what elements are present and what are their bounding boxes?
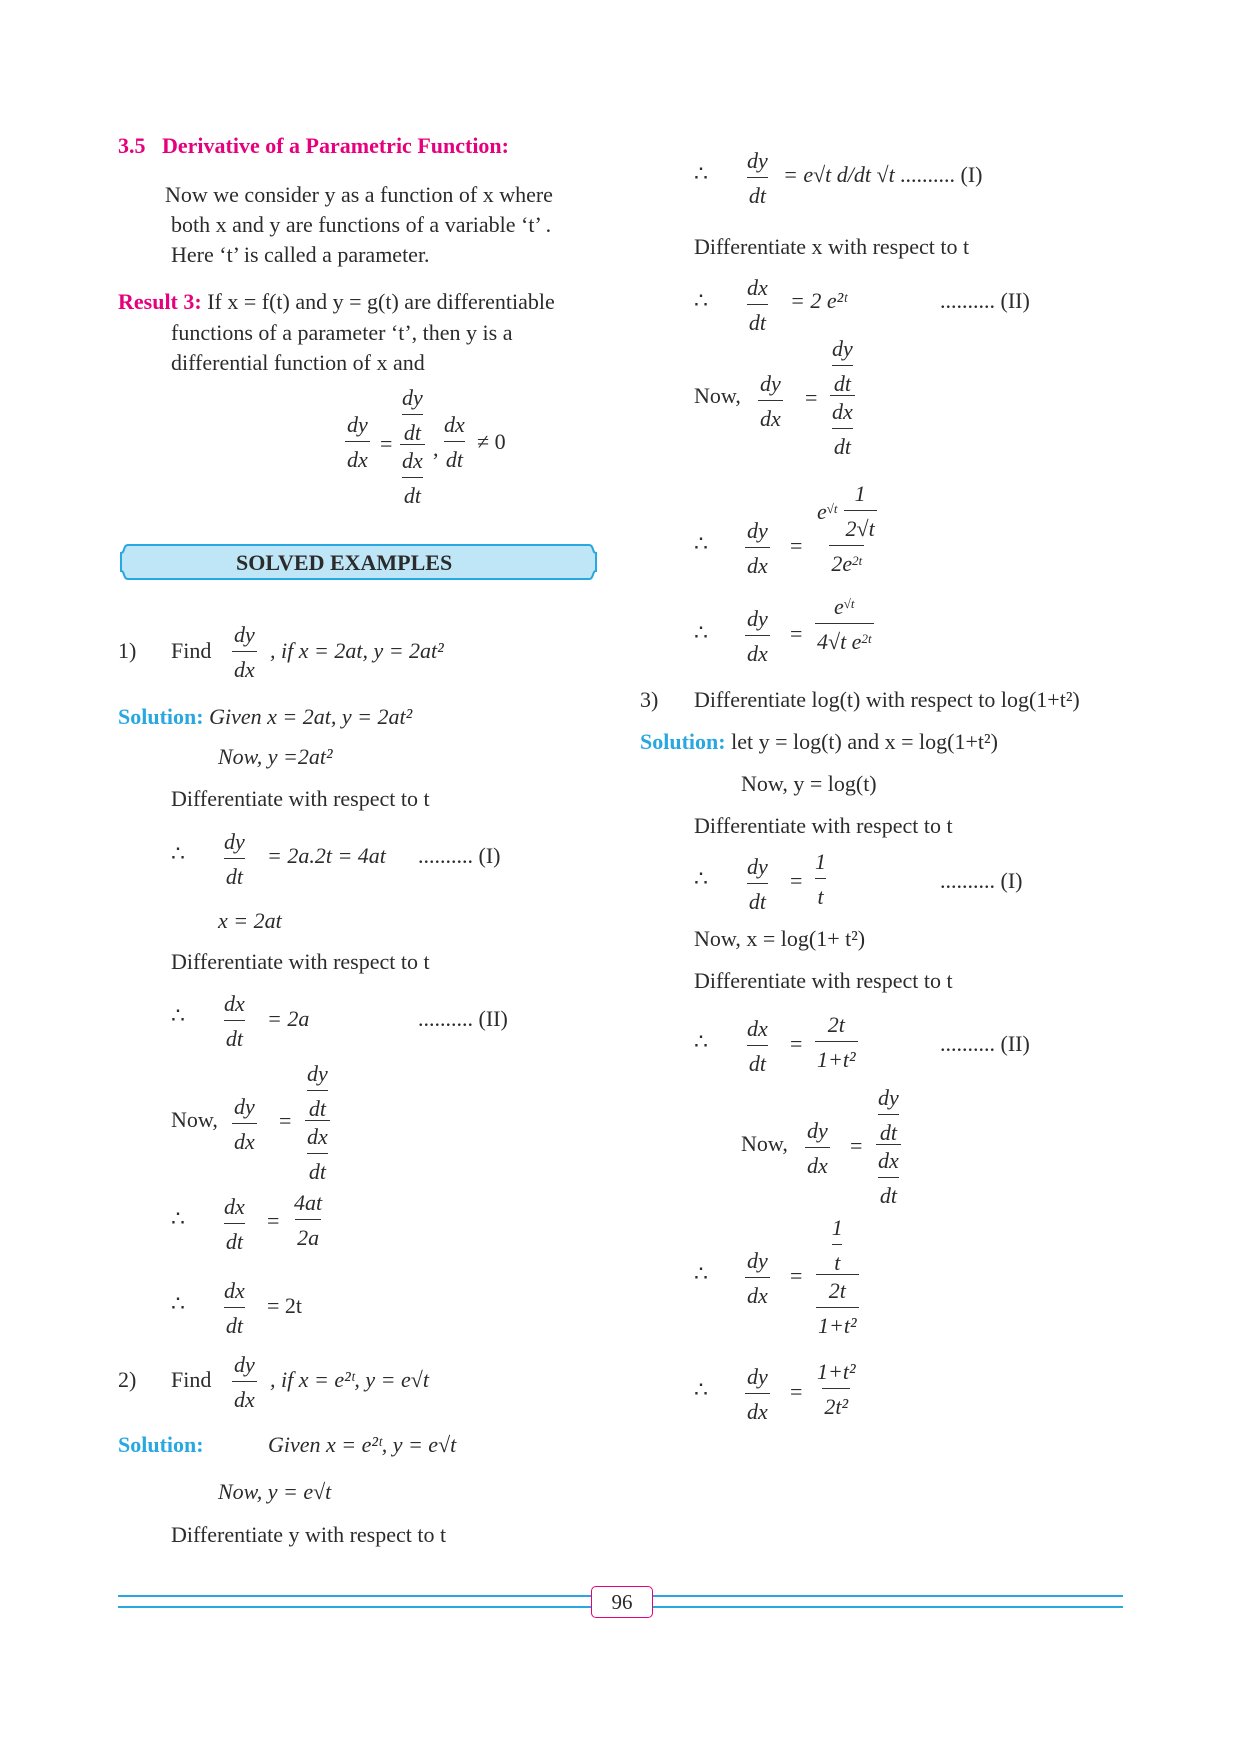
ex1-tag1: .......... (I) [418,843,501,868]
ex3-dydx-3: $\frac{dy}{dx}$ [747,1248,768,1308]
ex3-big-frac: $\frac{dy}{dt}$ $\frac{dx}{dt}$ [878,1085,899,1208]
ex3-tag2: .......... (II) [940,1031,1030,1056]
ex3-now-x: Now, x = log(1+ t²) [694,926,866,951]
ex2-therefore-4: ∴ [694,620,708,645]
ex3-1-over-t: $\frac{1}{t}$ [815,849,826,909]
ex3-therefore-2: ∴ [694,1029,708,1054]
ex2-diff-x: Differentiate x with respect to t [694,234,970,259]
ex2-dydx-2: $\frac{dy}{dx}$ [760,371,781,431]
result3-line1 [118,291,555,313]
intro-line-2: both x and y are functions of a variable ‘t’ . [171,212,552,237]
ex2-eq-3: = [805,385,818,410]
ex1-solution-label: Solution: [118,704,204,729]
ex2-now-y: Now, y = e√t [218,1479,332,1504]
ex2-therefore-2: ∴ [694,288,708,313]
ex3-therefore-3: ∴ [694,1261,708,1286]
ex2-dxdt: $\frac{dx}{dt}$ [747,275,768,335]
ex1-therefore-1: ∴ [171,841,185,866]
ex1-dydt-rhs: = 2a.2t = 4at [267,843,386,868]
ex3-solution-label: Solution: [640,729,726,754]
ex2-dydx: $\frac{dy}{dx}$ [234,1352,255,1412]
ex3-dxdt: $\frac{dx}{dt}$ [747,1016,768,1076]
section-heading [118,135,509,157]
ex2-dxdt-rhs: = 2 e²ᵗ [790,288,847,313]
r3-neq: ≠ 0 [477,429,506,454]
result3-text1: If x = f(t) and y = g(t) are differentiable [207,289,555,314]
ex3-eq-3: = [850,1133,863,1158]
ex1-dxdt-rhs: = 2a [267,1006,310,1031]
ex3-eq-4: = [790,1263,803,1288]
ex2-dydx-3: $\frac{dy}{dx}$ [747,518,768,578]
ex2-dydt: $\frac{dy}{dt}$ [747,148,768,208]
ex3-dydx-2: $\frac{dy}{dx}$ [807,1118,828,1178]
ex3-therefore-1: ∴ [694,866,708,891]
ex2-find: Find [171,1367,212,1392]
ex3-dydt: $\frac{dy}{dt}$ [747,854,768,914]
ex2-solution-label: Solution: [118,1432,204,1457]
ex2-therefore-3: ∴ [694,531,708,556]
intro-line-1: Now we consider y as a function of x where [165,182,553,207]
ex1-diff2: Differentiate with respect to t [171,949,430,974]
intro-line-3: Here ‘t’ is called a parameter. [171,242,430,267]
ex2-tag1: .......... (I) [900,162,983,187]
ex3-diff1: Differentiate with respect to t [694,813,953,838]
ex2-big-frac: $\frac{dy}{dt}$ $\frac{dx}{dt}$ [832,336,853,459]
ex1-big-frac: $\frac{dy}{dt}$ $\frac{dx}{dt}$ [307,1061,328,1184]
ex3-tag1: .......... (I) [940,868,1023,893]
ex1-cond: , if x = 2at, y = 2at² [270,638,444,663]
ex1-now-y: Now, y =2at² [218,744,333,769]
ex2-tag2: .......... (II) [940,288,1030,313]
ex3-now-y: Now, y = log(t) [741,771,877,796]
ex1-dydt: $\frac{dy}{dt}$ [224,829,245,889]
r3-eq: = [380,431,393,456]
ex3-diff2: Differentiate with respect to t [694,968,953,993]
ex3-final: $\frac{\text{1+t²}}{\text{2t²}}$ [817,1359,856,1419]
ex2-frac-complex: $e^{√t}$ $\frac{1}{2√t}$ $2e^{2t}$ [817,481,875,576]
ex1-4at-2a: $\frac{4at}{2a}$ [294,1190,323,1250]
ex3-num: 3) [640,687,659,712]
r3-dydx: $\frac{dy}{dx}$ [347,412,368,472]
ex1-dydx-2: $\frac{dy}{dx}$ [234,1094,255,1154]
banner-title: SOLVED EXAMPLES [236,550,453,575]
ex2-dydx-4: $\frac{dy}{dx}$ [747,606,768,666]
ex1-given: Given x = 2at, y = 2at² [209,704,413,729]
ex1-therefore-4: ∴ [171,1291,185,1316]
ex3-complex-frac: $\frac{\frac{1}{t}}{\frac{2t}{\text{1+t²}}}$ [818,1215,857,1338]
r3-dxdt: $\frac{dx}{dt}$ [444,412,465,472]
ex3-text: Differentiate log(t) with respect to log(1+t²) [694,687,1080,712]
ex1-tag2: .......... (II) [418,1006,508,1031]
ex2-given: Given x = e²ᵗ, y = e√t [268,1432,457,1457]
result3-line2: functions of a parameter ‘t’, then y is a [171,320,513,345]
ex1-dxdt: $\frac{dx}{dt}$ [224,991,245,1051]
ex1-therefore-3: ∴ [171,1206,185,1231]
ex2-eq-4: = [790,533,803,558]
ex2-final: $\frac{e^{√t}}{4√t e^{2t}}$ [817,594,872,654]
ex1-eq-3: = [279,1108,292,1133]
result3-line3: differential function of x and [171,350,425,375]
ex1-num: 1) [118,638,137,663]
r3-big-frac: $\frac{dy}{dt}$ $\frac{dx}{dt}$ [402,385,423,508]
ex1-dydx: $\frac{dy}{dx}$ [234,622,255,682]
ex3-therefore-4: ∴ [694,1377,708,1402]
ex1-dxdt-3: $\frac{dx}{dt}$ [224,1194,245,1254]
ex1-dxdt-4: $\frac{dx}{dt}$ [224,1278,245,1338]
ex3-dydx-4: $\frac{dy}{dx}$ [747,1364,768,1424]
ex3-given: let y = log(t) and x = log(1+t²) [731,729,998,754]
ex1-x-eq: x = 2at [218,908,282,933]
ex1-find: Find [171,638,212,663]
ex1-diff1: Differentiate with respect to t [171,786,430,811]
ex2-eq-5: = [790,621,803,646]
ex2-num: 2) [118,1367,137,1392]
ex3-solution [640,731,998,753]
section-title: Derivative of a Parametric Function: [162,133,509,158]
ex2-solution [118,1434,204,1456]
section-number: 3.5 [118,133,146,158]
ex3-eq-2: = [790,1031,803,1056]
ex2-diff-y: Differentiate y with respect to t [171,1522,447,1547]
ex2-cond: , if x = e²ᵗ, y = e√t [270,1367,429,1392]
ex3-now: Now, [741,1131,788,1156]
ex2-therefore-1: ∴ [694,161,708,186]
ex1-now: Now, [171,1107,218,1132]
ex1-final-rhs: = 2t [267,1293,303,1318]
ex1-solution [118,706,412,728]
ex1-therefore-2: ∴ [171,1003,185,1028]
ex3-eq-1: = [790,868,803,893]
ex2-now: Now, [694,383,741,408]
ex2-dydt-rhs: = e√t d/dt √t [783,162,895,187]
result3-label: Result 3: [118,289,202,314]
ex1-eq-4: = [267,1208,280,1233]
page-number: 96 [591,1586,653,1618]
ex3-2t-frac: $\frac{2t}{\text{1+t²}}$ [817,1012,856,1072]
ex3-eq-5: = [790,1379,803,1404]
